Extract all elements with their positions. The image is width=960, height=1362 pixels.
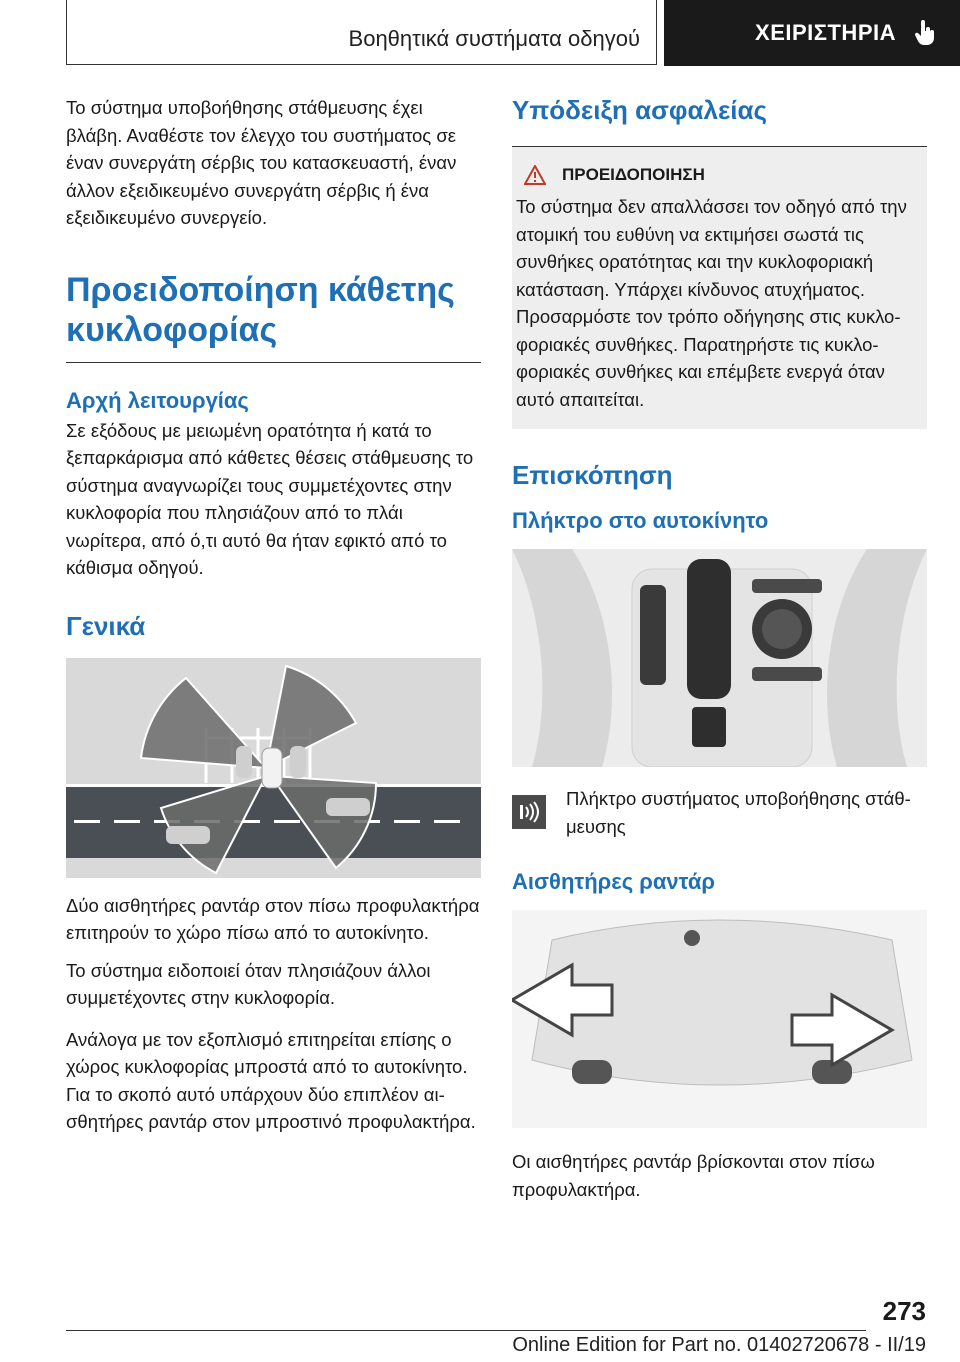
overview-heading: Επισκόπηση [512,460,673,490]
section-title: Βοηθητικά συστήματα οδηγού [348,26,640,51]
header-rule [66,64,656,65]
chapter-tab [664,0,960,66]
principle-paragraph: Σε εξόδους με μειωμένη ορατότητα ή κατά το ξεπαρκάρισμα από κάθετες θέσεις στάθμευσης το σύστημα αναγνωρίζει τους συμμετέχοντες στην κυκλοφορία που πλησιάζουν από το πλάι νωρίτερα, από ό,τι αυτό θα ήταν εφικτό από το κάθισμα οδηγού. [66,419,474,578]
warning-title-row [516,165,917,185]
center-console-photo [512,549,927,767]
header-left-line [66,0,67,65]
rear-bumper-drawing [512,910,927,1128]
page-number: 273 [882,1296,926,1326]
sensors-caption: Οι αισθητήρες ραντάρ βρίσκονται στον πίσω προφυλακτήρα. [512,1151,875,1200]
edition-footer: Online Edition for Part no. 01402720678 - II/19 [512,1334,926,1356]
left-column [66,94,481,1136]
warning-text: Το σύστημα δεν απαλλάσσει τον οδηγό από την ατομική του ευθύνη να εκτιμήσει σωστά τις συνθήκες ορατότητας και την κυκλοφοριακή κατάσταση. Υπάρχει κίνδυνος ατυχήματος. Προσαρμόστε τον τρόπο οδήγησης στις κυκλοφοριακές συνθήκες. Παρατηρήστε τις κυκλοφοριακές συνθήκες και επέμβετε ενεργά όταν αυτό απαιτείται. [516,196,907,410]
alert-paragraph: Το σύστημα ειδοποιεί όταν πλησιάζουν άλλοι συμμετέχοντες στην κυκλοφορία. [66,959,431,1008]
sensors-heading: Αισθητήρες ραντάρ [512,869,715,894]
chapter-title: ΧΕΙΡΙΣΤΗΡΙΑ [755,20,896,45]
center-console-drawing [512,549,927,767]
figure-caption: Δύο αισθητήρες ραντάρ στον πίσω προφυλακτήρα επιτηρούν το χώρο πίσω από το αυτοκίνητο. [66,894,480,943]
park-assist-button-icon [512,795,546,829]
warning-triangle-icon [524,165,546,185]
warning-title: ΠΡΟΕΙΔΟΠΟΙΗΣΗ [562,165,705,184]
cross-traffic-illustration [66,658,481,878]
warning-box [512,147,927,429]
rear-bumper-photo [512,910,927,1128]
right-column [512,94,927,1203]
hand-pointer-icon [914,20,936,46]
footer-rule [66,1330,866,1331]
header-right-line [656,0,657,65]
button-heading: Πλήκτρο στο αυτοκίνητο [512,508,769,533]
section-title-line1: Προειδοποίηση κάθετης [66,270,455,309]
general-heading: Γενικά [66,610,146,641]
intro-paragraph: Το σύστημα υποβοήθησης στάθμευσης έχει βλάβη. Αναθέστε τον έλεγχο του συστήματος σε έναν συνεργάτη σέρβις του κατασκευαστή, έναν άλλον εξειδικευμένο συνεργάτη σέρβις ή ένα εξειδικευμένο συνεργείο. [66,97,457,228]
front-sensors-paragraph: Ανάλογα με τον εξοπλισμό επιτηρείται επίσης ο χώρος κυκλοφορίας μπροστά από το αυτοκίνητο. Για το σκοπό αυτό υπάρχουν δύο επιπλέον αισθητήρες ραντάρ στον μπροστινό προφυλακτήρα. [66,1028,476,1132]
button-caption-row [512,785,927,840]
safety-heading: Υπόδειξη ασφαλείας [512,95,768,125]
section-title-line2: κυκλοφορίας [66,310,278,349]
page-header [0,0,960,66]
button-caption: Πλήκτρο συστήματος υποβοήθησης στάθμευσης [566,788,911,837]
principle-heading: Αρχή λειτουργίας [66,387,249,413]
cross-traffic-diagram [66,658,481,878]
